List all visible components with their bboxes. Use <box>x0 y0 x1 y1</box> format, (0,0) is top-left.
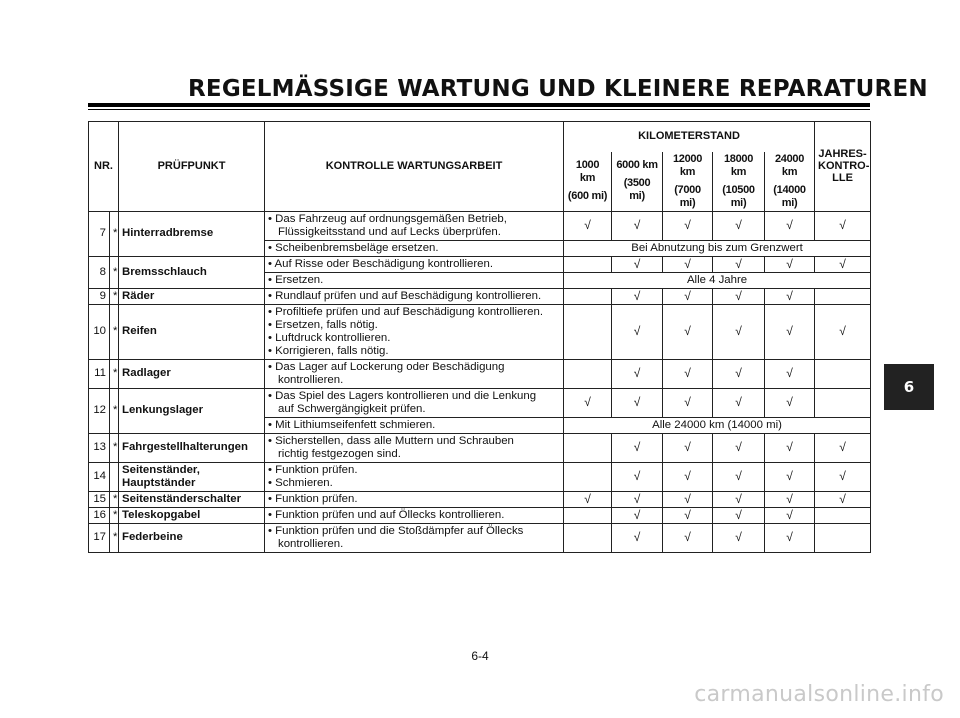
check-cell <box>815 256 871 272</box>
check-mark: √ <box>786 288 793 303</box>
table-row <box>89 359 871 388</box>
page-title: REGELMÄSSIGE WARTUNG UND KLEINERE REPARATUREN <box>188 76 928 102</box>
task-line: • Das Spiel des Lagers kontrollieren und die Lenkung <box>268 389 537 402</box>
check-mark: √ <box>684 530 691 544</box>
check-mark: √ <box>839 491 846 506</box>
check-cell <box>815 211 871 240</box>
check-mark: √ <box>584 491 591 506</box>
header-kilometerstand: KILOMETERSTAND <box>564 122 815 152</box>
table-row <box>89 211 871 240</box>
check-mark: √ <box>735 395 742 409</box>
task-description <box>265 359 564 388</box>
header-km-5 <box>765 152 815 212</box>
pruefpunkt-label: Teleskopgabel <box>122 508 201 521</box>
star-mark: * <box>110 211 119 256</box>
pruefpunkt-cell <box>119 388 265 433</box>
task-line: • Ersetzen, falls nötig. <box>268 318 378 331</box>
check-mark: √ <box>633 256 641 271</box>
check-cell <box>663 388 713 417</box>
check-mark: √ <box>633 530 641 544</box>
check-cell <box>815 433 871 462</box>
chapter-tab[interactable]: 6 <box>884 364 934 410</box>
item-number: 14 <box>89 462 110 491</box>
check-mark: √ <box>735 256 742 271</box>
check-mark: √ <box>684 491 691 506</box>
check-mark: √ <box>684 256 691 271</box>
check-cell <box>612 433 663 462</box>
check-cell <box>612 211 663 240</box>
interval-note: Bei Abnutzung bis zum Grenzwert <box>564 240 871 256</box>
check-mark: √ <box>786 256 793 271</box>
check-cell <box>815 304 871 359</box>
check-cell <box>663 491 713 507</box>
pruefpunkt-label: Hinterradbremse <box>122 227 214 239</box>
check-cell <box>564 304 612 359</box>
task-line: • Auf Risse oder Beschädigung kontrollieren. <box>268 257 493 270</box>
km-value: 12000 km <box>672 152 703 178</box>
table-row <box>89 288 871 304</box>
check-cell <box>612 462 663 491</box>
item-number: 16 <box>89 507 110 523</box>
item-number: 17 <box>89 523 110 552</box>
check-cell <box>765 304 815 359</box>
mi-value: (600 mi) <box>567 190 608 202</box>
header-pruefpunkt: PRÜFPUNKT <box>119 122 265 212</box>
check-cell <box>765 211 815 240</box>
star-mark: * <box>110 256 119 288</box>
mi-value: (14000 mi) <box>773 183 806 209</box>
check-cell <box>663 433 713 462</box>
check-cell <box>612 523 663 552</box>
pruefpunkt-cell <box>119 523 265 552</box>
check-cell <box>713 462 765 491</box>
header-kontrolle: KONTROLLE WARTUNGSARBEIT <box>265 122 564 212</box>
check-mark: √ <box>839 440 846 454</box>
pruefpunkt-cell <box>119 462 265 491</box>
star-mark <box>110 462 119 491</box>
check-mark: √ <box>735 469 742 483</box>
check-mark: √ <box>684 288 691 303</box>
pruefpunkt-cell <box>119 507 265 523</box>
star-mark: * <box>110 304 119 359</box>
interval-note: Alle 4 Jahre <box>564 272 871 288</box>
check-cell <box>815 359 871 388</box>
title-rule-thin <box>88 109 870 110</box>
task-line: • Profiltiefe prüfen und auf Beschädigung kontrollieren. <box>268 305 544 318</box>
check-cell <box>815 388 871 417</box>
task-line: kontrollieren. <box>278 537 344 550</box>
item-number: 11 <box>89 359 110 388</box>
check-cell <box>815 491 871 507</box>
task-description <box>265 304 564 359</box>
check-cell <box>713 359 765 388</box>
check-cell <box>713 523 765 552</box>
check-cell <box>765 523 815 552</box>
km-value: 1000 km <box>575 159 600 184</box>
task-description <box>265 433 564 462</box>
check-cell <box>564 288 612 304</box>
pruefpunkt-label: Fahrgestellhalterungen <box>122 441 248 453</box>
table-row <box>89 433 871 462</box>
task-line: • Rundlauf prüfen und auf Beschädigung kontrollieren. <box>268 289 542 302</box>
check-mark: √ <box>786 395 793 409</box>
pruefpunkt-cell <box>119 256 265 288</box>
check-cell <box>564 507 612 523</box>
task-line: • Mit Lithiumseifenfett schmieren. <box>268 418 436 431</box>
pruefpunkt-label: Lenkungslager <box>122 404 204 416</box>
check-cell <box>564 523 612 552</box>
task-line: • Ersetzen. <box>268 273 324 286</box>
task-description <box>265 491 564 507</box>
watermark: carmanualsonline.info <box>694 682 944 707</box>
check-mark: √ <box>633 218 641 232</box>
check-mark: √ <box>633 469 641 483</box>
check-mark: √ <box>735 288 742 303</box>
pruefpunkt-label: Räder <box>122 289 155 302</box>
table-row <box>89 256 871 272</box>
km-value: 24000 km <box>774 152 805 178</box>
check-mark: √ <box>633 491 641 506</box>
check-cell <box>713 507 765 523</box>
check-cell <box>765 491 815 507</box>
item-number: 7 <box>89 211 110 256</box>
table-row <box>89 507 871 523</box>
task-line: • Funktion prüfen. <box>268 463 358 476</box>
check-cell <box>564 462 612 491</box>
check-mark: √ <box>786 469 793 483</box>
check-mark: √ <box>735 507 742 522</box>
mi-value: (7000 mi) <box>674 183 701 209</box>
check-mark: √ <box>786 440 793 454</box>
task-line: • Das Fahrzeug auf ordnungsgemäßen Betrieb, <box>268 212 507 225</box>
check-cell <box>663 507 713 523</box>
check-cell <box>564 388 612 417</box>
check-cell <box>765 462 815 491</box>
pruefpunkt-cell <box>119 288 265 304</box>
star-mark: * <box>110 433 119 462</box>
table-row <box>89 388 871 417</box>
check-mark: √ <box>735 530 742 544</box>
task-description <box>265 272 564 288</box>
check-mark: √ <box>839 324 846 338</box>
star-mark: * <box>110 491 119 507</box>
task-description <box>265 211 564 240</box>
check-mark: √ <box>735 491 742 506</box>
task-line: kontrollieren. <box>278 373 344 386</box>
check-mark: √ <box>684 324 691 338</box>
check-cell <box>663 288 713 304</box>
header-jahreskontrolle: JAHRES- KONTRO- LLE <box>815 122 871 212</box>
page-number: 6-4 <box>471 649 489 663</box>
check-cell <box>663 304 713 359</box>
pruefpunkt-label: Reifen <box>122 325 157 337</box>
check-cell <box>564 491 612 507</box>
check-cell <box>663 359 713 388</box>
check-cell <box>713 304 765 359</box>
task-line: • Funktion prüfen und die Stoßdämpfer auf Öllecks <box>268 524 524 537</box>
item-number: 15 <box>89 491 110 507</box>
check-cell <box>815 462 871 491</box>
check-cell <box>564 433 612 462</box>
table-row <box>89 491 871 507</box>
header-km-2 <box>612 152 663 212</box>
pruefpunkt-cell <box>119 211 265 256</box>
check-cell <box>663 256 713 272</box>
check-cell <box>765 507 815 523</box>
table-row <box>89 462 871 491</box>
table-row <box>89 523 871 552</box>
star-mark: * <box>110 523 119 552</box>
check-mark: √ <box>786 507 793 522</box>
task-description <box>265 240 564 256</box>
check-mark: √ <box>735 366 742 380</box>
task-description <box>265 288 564 304</box>
check-cell <box>564 256 612 272</box>
interval-note: Alle 24000 km (14000 mi) <box>564 417 871 433</box>
title-rule-thick <box>88 103 870 107</box>
check-cell <box>713 433 765 462</box>
check-cell <box>612 491 663 507</box>
item-number: 9 <box>89 288 110 304</box>
check-cell <box>663 523 713 552</box>
task-line: auf Schwergängigkeit prüfen. <box>278 402 426 415</box>
check-cell <box>713 491 765 507</box>
check-cell <box>713 211 765 240</box>
check-mark: √ <box>786 324 793 338</box>
mi-value: (3500 mi) <box>623 177 651 202</box>
check-mark: √ <box>633 440 641 454</box>
check-mark: √ <box>584 395 591 409</box>
header-km-4 <box>713 152 765 212</box>
check-cell <box>765 388 815 417</box>
check-cell <box>713 288 765 304</box>
km-value: 18000 km <box>723 152 754 178</box>
task-description <box>265 523 564 552</box>
pruefpunkt-label: Seitenständerschalter <box>122 492 242 505</box>
check-mark: √ <box>786 530 793 544</box>
check-cell <box>612 304 663 359</box>
task-line: • Korrigieren, falls nötig. <box>268 344 389 357</box>
star-mark: * <box>110 507 119 523</box>
check-mark: √ <box>839 256 846 271</box>
check-mark: √ <box>584 218 591 232</box>
pruefpunkt-cell <box>119 433 265 462</box>
check-mark: √ <box>684 440 691 454</box>
check-mark: √ <box>633 507 641 522</box>
item-number: 10 <box>89 304 110 359</box>
task-description <box>265 462 564 491</box>
check-mark: √ <box>633 324 641 338</box>
item-number: 12 <box>89 388 110 433</box>
check-cell <box>663 462 713 491</box>
pruefpunkt-cell <box>119 304 265 359</box>
header-nr: NR. <box>89 122 119 212</box>
pruefpunkt-label: Hauptständer <box>122 476 196 489</box>
check-mark: √ <box>684 469 691 483</box>
pruefpunkt-label: Bremsschlauch <box>122 265 207 278</box>
check-cell <box>612 507 663 523</box>
check-cell <box>612 359 663 388</box>
check-mark: √ <box>839 469 846 483</box>
task-description <box>265 388 564 417</box>
task-line: • Schmieren. <box>268 476 333 489</box>
pruefpunkt-cell <box>119 359 265 388</box>
check-mark: √ <box>684 218 691 232</box>
check-mark: √ <box>633 288 641 303</box>
table-row <box>89 304 871 359</box>
check-cell <box>765 433 815 462</box>
check-mark: √ <box>684 395 691 409</box>
km-value: 6000 km <box>616 159 658 171</box>
check-cell <box>612 388 663 417</box>
maintenance-table <box>88 121 871 553</box>
item-number: 13 <box>89 433 110 462</box>
check-mark: √ <box>633 366 641 380</box>
task-description <box>265 507 564 523</box>
star-mark: * <box>110 359 119 388</box>
header-km-3 <box>663 152 713 212</box>
check-cell <box>564 211 612 240</box>
star-mark: * <box>110 388 119 433</box>
task-line: • Funktion prüfen und auf Öllecks kontrollieren. <box>268 508 505 521</box>
check-cell <box>765 256 815 272</box>
check-cell <box>765 288 815 304</box>
header-km-1 <box>564 152 612 212</box>
task-description <box>265 256 564 272</box>
check-cell <box>765 359 815 388</box>
check-mark: √ <box>735 218 742 232</box>
check-cell <box>564 359 612 388</box>
task-description <box>265 417 564 433</box>
task-line: richtig festgezogen sind. <box>278 447 401 460</box>
task-line: • Luftdruck kontrollieren. <box>268 331 391 344</box>
check-mark: √ <box>735 324 742 338</box>
check-cell <box>713 388 765 417</box>
star-mark: * <box>110 288 119 304</box>
check-cell <box>713 256 765 272</box>
task-line: • Scheibenbremsbeläge ersetzen. <box>268 241 439 254</box>
pruefpunkt-label: Radlager <box>122 367 171 379</box>
pruefpunkt-cell <box>119 491 265 507</box>
check-mark: √ <box>684 507 691 522</box>
check-cell <box>815 507 871 523</box>
check-cell <box>612 256 663 272</box>
check-cell <box>815 288 871 304</box>
mi-value: (10500 mi) <box>722 183 755 209</box>
task-line: • Sicherstellen, dass alle Muttern und Schrauben <box>268 434 514 447</box>
check-mark: √ <box>735 440 742 454</box>
task-line: • Funktion prüfen. <box>268 492 358 505</box>
check-mark: √ <box>786 218 793 232</box>
task-line: • Das Lager auf Lockerung oder Beschädigung <box>268 360 505 373</box>
check-mark: √ <box>786 491 793 506</box>
pruefpunkt-label: Federbeine <box>122 531 183 543</box>
check-cell <box>663 211 713 240</box>
check-mark: √ <box>633 395 641 409</box>
pruefpunkt-label: Seitenständer, <box>122 463 200 476</box>
check-mark: √ <box>684 366 691 380</box>
check-cell <box>612 288 663 304</box>
item-number: 8 <box>89 256 110 288</box>
check-mark: √ <box>839 218 846 232</box>
check-mark: √ <box>786 366 793 380</box>
task-line: Flüssigkeitsstand und auf Lecks überprüfen. <box>278 225 501 238</box>
check-cell <box>815 523 871 552</box>
